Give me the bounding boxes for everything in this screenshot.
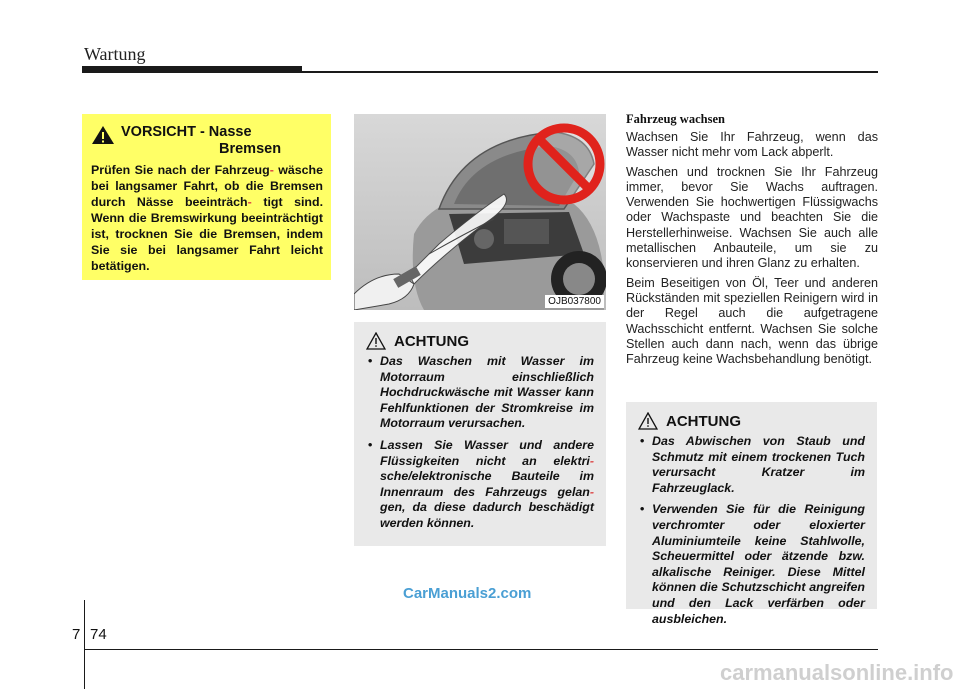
caution-title-line2: Bremsen [219,141,282,157]
page-header-title: Wartung [84,44,146,64]
footer-site-watermark[interactable]: carmanualsonline.info [720,660,954,685]
section-heading: Fahrzeug wachsen [626,112,725,126]
paragraph: Beim Beseitigen von Öl, Teer und anderen Rückständen mit speziellen Reinigern wird in der Regel auch die aufgetragene Wachsschicht entfernt. Wachsen Sie solche Stellen auch dann nach, wenn das übrige Fahrzeug keine Wachsbehandlung benötigt. [626,275,878,367]
warning-box-2 [626,402,877,626]
warning-text-part: gen, da diese dadurch beschädigt werden können. [380,500,594,530]
warning-triangle-icon [638,412,658,430]
warning-item [366,438,594,532]
watermark-link[interactable]: CarManuals2.com [403,585,532,602]
caution-box [82,114,331,280]
warning-item: • Das Waschen mit Wasser im Motorraum einschließlich Hochdruckwäsche mit Wasser kann Fehlfunktionen der Stromkreise im Motorraum verursachen. [366,354,594,432]
paragraph: Waschen und trocknen Sie Ihr Fahrzeug immer, bevor Sie Wachs auftragen. Verwenden Sie hochwertigen Flüssigwachs oder Wachspaste und beachten Sie die Herstellerhinweise. Wachsen Sie auch alle metallischen Anbauteile, um sie zu konservieren und ihren Glanz zu erhalten. [626,164,878,271]
warning-list [638,434,865,627]
car-open-hood-image [354,114,606,310]
hyphen-mark: - [589,453,594,468]
hyphen-mark: - [247,195,252,209]
warning-text-part: Lassen Sie Wasser und andere Flüssigkeiten nicht an elektri [380,437,594,468]
warning-header [638,412,865,430]
caution-header [91,124,323,158]
warning-box-1 [354,322,606,546]
hyphen-mark: - [589,484,594,499]
image-code-label: OJB037800 [545,295,604,308]
right-column [626,112,878,371]
caution-triangle-icon [91,125,115,145]
caution-text [91,162,323,274]
footer-page-number: 74 [90,626,107,643]
engine-wash-prohibited-illustration [354,114,606,310]
caution-title [121,124,281,158]
footer-horizontal-line [84,649,878,650]
warning-item: • Verwenden Sie für die Reinigung verchromter oder eloxierter Aluminiumteile keine Stahlwolle, Scheuermittel oder ätzende bzw. alkalische Reiniger. Diese Mittel können die Schutzschicht angreifen und den Lack verfärben oder ausbleichen. [638,502,865,627]
footer-chapter-number: 7 [72,626,81,643]
warning-item: • Das Abwischen von Staub und Schmutz mit einem trockenen Tuch verursacht Kratzer im Fahrzeuglack. [638,434,865,496]
paragraph: Wachsen Sie Ihr Fahrzeug, wenn das Wasser nicht mehr vom Lack abperlt. [626,130,878,160]
header-bar-thin [82,71,878,73]
warning-text-part: sche/elektronische Bauteile im Innenraum des Fahrzeugs gelan [380,469,594,499]
warning-title: ACHTUNG [666,412,741,430]
warning-title: ACHTUNG [394,332,469,350]
caution-text-part: wäsche bei langsamer Fahrt, ob die Bremsen durch Nässe beeinträch [91,163,323,209]
footer-vertical-line [84,600,85,689]
warning-header [366,332,594,350]
caution-title-line1: VORSICHT - Nasse [121,124,252,140]
hyphen-mark: - [269,163,274,177]
caution-text-part: tigt sind. Wenn die Bremswirkung beeinträchtigt ist, trocknen Sie die Bremsen, indem Sie sie bei langsamer Fahrt leicht betätigen. [91,195,324,273]
caution-text-part: Prüfen Sie nach der Fahrzeug [91,163,270,177]
warning-list [366,354,594,532]
warning-triangle-icon [366,332,386,350]
